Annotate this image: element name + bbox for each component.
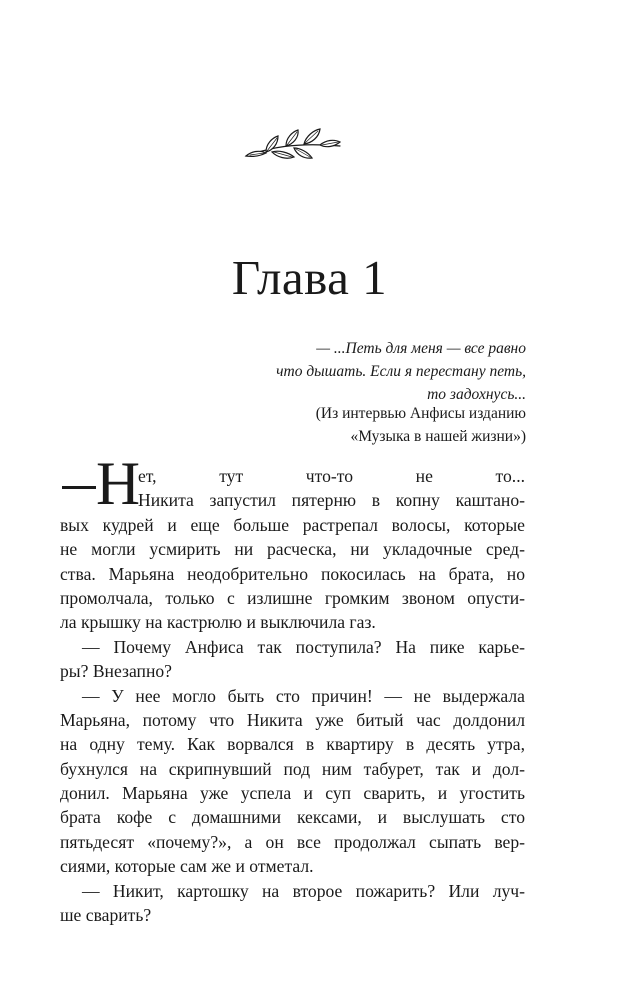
- text-line: бухнулся на скрипнувший под ним табурет, так и дол-: [60, 758, 525, 779]
- text-line: ры? Внезапно?: [60, 661, 172, 682]
- chapter-body: [60, 451, 525, 927]
- text-line: промолчала, только с излишне громким звоном опусти-: [60, 587, 525, 608]
- epigraph-line: — ...Петь для меня — все равно: [316, 340, 526, 357]
- attribution-line: «Музыка в нашей жизни»): [350, 428, 526, 445]
- epigraph-line: что дышать. Если я перестану петь,: [276, 363, 526, 380]
- chapter-title: Глава 1: [231, 250, 388, 305]
- text-line: брата кофе с домашними кексами, и выслушать сто: [60, 807, 525, 828]
- text-line: не могли усмирить ни расческа, ни укладочные сред-: [60, 539, 525, 560]
- text-line: вых кудрей и еще больше растрепал волосы, которые: [60, 514, 525, 535]
- epigraph: [186, 337, 526, 406]
- text-line: — У нее могло быть сто причин! — не выдержала: [82, 685, 525, 706]
- text-line: ше сварить?: [60, 905, 152, 926]
- drop-cap-letter: Н: [96, 451, 141, 518]
- epigraph-attribution: [186, 402, 526, 448]
- text-line: донил. Марьяна уже успела и суп сварить, и угостить: [60, 783, 525, 804]
- text-line: ла крышку на кастрюлю и выключила газ.: [60, 612, 376, 633]
- text-line: сиями, которые сам же и отметал.: [60, 856, 314, 877]
- text-line: — Никит, картошку на второе пожарить? Или луч-: [82, 880, 525, 901]
- text-line-content: ет, тут что-то не то...: [138, 466, 525, 486]
- text-line: ства. Марьяна неодобрительно покосилась на брата, но: [60, 563, 525, 584]
- text-line: — Почему Анфиса так поступила? На пике карье-: [82, 636, 525, 657]
- text-line: на одну тему. Как ворвался в квартиру в десять утра,: [60, 734, 525, 755]
- text-line: пятьдесят «почему?», а он все продолжал сыпать вер-: [60, 831, 525, 852]
- attribution-line: (Из интервью Анфисы изданию: [315, 405, 526, 422]
- leaf-branch-icon: [244, 124, 342, 170]
- text-line: Марьяна, потому что Никита уже битый час долдонил: [60, 709, 525, 730]
- text-line: Никита запустил пятерню в копну каштано-: [138, 490, 525, 511]
- dialogue-dash: [62, 486, 96, 489]
- drop-cap: [60, 451, 141, 518]
- epigraph-line: то задохнусь...: [427, 386, 526, 403]
